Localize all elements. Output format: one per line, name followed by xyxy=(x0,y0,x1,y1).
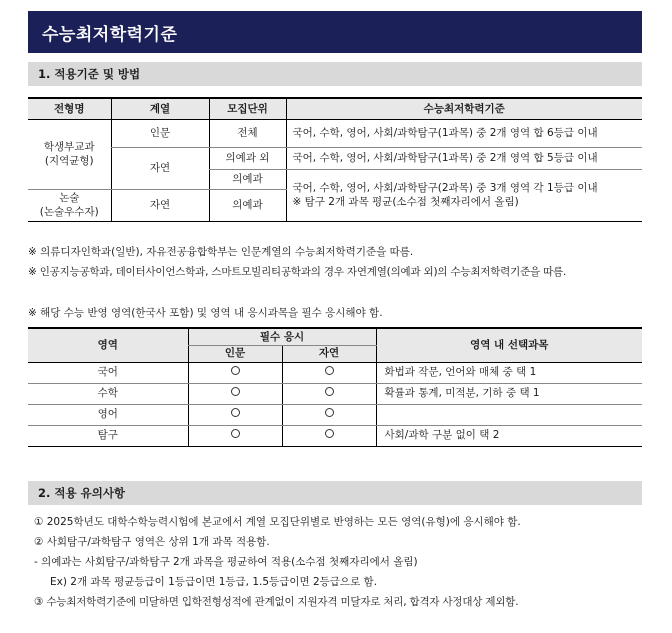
header-required: 필수 응시 xyxy=(188,328,376,345)
header-unit: 모집단위 xyxy=(209,98,286,119)
standard-cell: 국어, 수학, 영어, 사회/과학탐구(1과목) 중 2개 영역 합 6등급 이내 xyxy=(286,119,642,147)
header-track: 계열 xyxy=(111,98,209,119)
note: ※ 인공지능공학과, 데이터사이언스학과, 스마트모빌리티공학과의 경우 자연계열(의예과 외)의 수능최저학력기준을 따름. xyxy=(28,266,567,278)
header-natural: 자연 xyxy=(282,345,376,362)
standard-cell: 국어, 수학, 영어, 사회/과학탐구(1과목) 중 2개 영역 합 5등급 이내 xyxy=(286,147,642,169)
humanities-cell xyxy=(188,383,282,404)
subjects-cell: 화법과 작문, 언어와 매체 중 택 1 xyxy=(376,362,642,383)
header-standard: 수능최저학력기준 xyxy=(286,98,642,119)
circle-mark-icon xyxy=(231,387,240,396)
admission-type-name: 학생부교과 xyxy=(43,140,95,153)
subjects-cell: 사회/과학 구분 없이 택 2 xyxy=(376,425,642,446)
note: ※ 해당 수능 반영 영역(한국사 포함) 및 영역 내 응시과목을 필수 응시해야 함. xyxy=(28,307,383,319)
circle-mark-icon xyxy=(325,429,334,438)
circle-mark-icon xyxy=(325,387,334,396)
humanities-cell xyxy=(188,404,282,425)
humanities-cell xyxy=(188,425,282,446)
natural-cell xyxy=(282,425,376,446)
area-cell: 수학 xyxy=(28,383,188,404)
unit-cell: 전체 xyxy=(209,119,286,147)
page-title: 수능최저학력기준 xyxy=(28,11,642,53)
section-title-notes: 2. 적용 유의사항 xyxy=(28,481,642,505)
header-admission-type: 전형명 xyxy=(28,98,111,119)
header-humanities: 인문 xyxy=(188,345,282,362)
notice-example: Ex) 2개 과목 평균등급이 1등급이면 1등급, 1.5등급이면 2등급으로 함. xyxy=(50,576,378,588)
required-subjects-table xyxy=(28,327,642,447)
track-cell: 자연 xyxy=(111,189,209,221)
admission-type-cell xyxy=(28,119,111,189)
admission-type-subname: (논술우수자) xyxy=(39,206,99,218)
unit-cell: 의예과 xyxy=(209,189,286,221)
circle-mark-icon xyxy=(325,366,334,375)
track-cell: 자연 xyxy=(111,147,209,189)
criteria-table xyxy=(28,97,642,222)
circle-mark-icon xyxy=(231,408,240,417)
table-row xyxy=(28,383,642,404)
subjects-cell: 확률과 통계, 미적분, 기하 중 택 1 xyxy=(376,383,642,404)
circle-mark-icon xyxy=(325,408,334,417)
header-area: 영역 xyxy=(28,328,188,362)
area-cell: 영어 xyxy=(28,404,188,425)
natural-cell xyxy=(282,362,376,383)
subjects-cell xyxy=(376,404,642,425)
notice-item: ① 2025학년도 대학수학능력시험에 본교에서 계열 모집단위별로 반영하는 모든 영역(유형)에 응시해야 함. xyxy=(34,516,521,528)
table-row xyxy=(28,404,642,425)
notice-subitem: - 의예과는 사회탐구/과학탐구 2개 과목을 평균하여 적용(소수점 첫째자리에서 올림) xyxy=(34,556,418,568)
notice-item: ③ 수능최저학력기준에 미달하면 입학전형성적에 관계없이 지원자격 미달자로 처리, 합격자 사정대상 제외함. xyxy=(34,596,519,608)
unit-cell: 의예과 xyxy=(209,169,286,189)
admission-type-cell xyxy=(28,189,111,221)
admission-type-subname: (지역균형) xyxy=(44,155,94,167)
natural-cell xyxy=(282,404,376,425)
humanities-cell xyxy=(188,362,282,383)
circle-mark-icon xyxy=(231,429,240,438)
standard-cell-merged xyxy=(286,169,642,221)
natural-cell xyxy=(282,383,376,404)
standard-footnote: ※ 탐구 2개 과목 평균(소수점 첫째자리에서 올림) xyxy=(292,196,519,208)
table-row xyxy=(28,362,642,383)
unit-cell: 의예과 외 xyxy=(209,147,286,169)
section-title-application-criteria: 1. 적용기준 및 방법 xyxy=(28,62,642,86)
area-cell: 탐구 xyxy=(28,425,188,446)
track-cell: 인문 xyxy=(111,119,209,147)
table-row xyxy=(28,425,642,446)
standard-line: 국어, 수학, 영어, 사회/과학탐구(2과목) 중 3개 영역 각 1등급 이내 xyxy=(292,181,598,194)
note: ※ 의류디자인학과(일반), 자유전공융합학부는 인문계열의 수능최저학력기준을 따름. xyxy=(28,246,414,258)
admission-type-name: 논술 xyxy=(59,191,80,204)
notice-item: ② 사회탐구/과학탐구 영역은 상위 1개 과목 적용함. xyxy=(34,536,270,548)
header-subjects: 영역 내 선택과목 xyxy=(376,328,642,362)
area-cell: 국어 xyxy=(28,362,188,383)
circle-mark-icon xyxy=(231,366,240,375)
